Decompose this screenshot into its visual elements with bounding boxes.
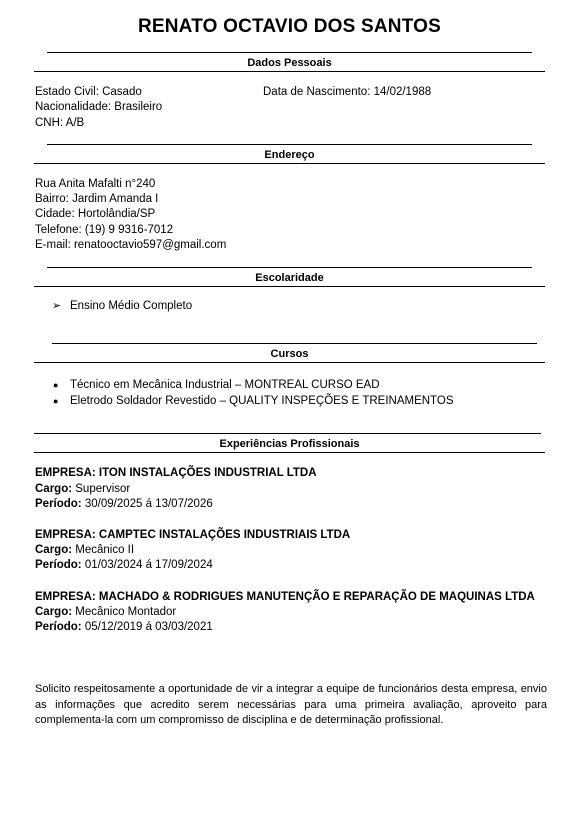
job-period: 01/03/2024 á 17/09/2024	[84, 559, 213, 571]
address-street: Rua Anita Mafalti n°240	[35, 178, 156, 190]
cargo-label: Cargo:	[35, 483, 73, 495]
birth-date: Data de Nascimento: 14/02/1988	[263, 86, 432, 98]
section-title-courses: Cursos	[270, 348, 309, 360]
job-role: Supervisor	[75, 483, 131, 495]
divider-underline	[47, 52, 532, 53]
section-rule	[34, 452, 545, 453]
course-item: Eletrodo Soldador Revestido – QUALITY INSPEÇÕES E TREINAMENTOS	[70, 395, 454, 407]
job-company: EMPRESA: MACHADO & RODRIGUES MANUTENÇÃO E REPARAÇÃO DE MAQUINAS LTDA	[35, 591, 535, 603]
section-rule	[34, 163, 545, 164]
divider-underline	[34, 433, 541, 434]
dot-bullet-icon: ●	[53, 396, 59, 406]
job-company: EMPRESA: CAMPTEC INSTALAÇÕES INDUSTRIAIS LTDA	[35, 529, 351, 541]
nationality: Nacionalidade: Brasileiro	[35, 101, 163, 113]
divider-underline	[47, 144, 532, 145]
section-title-address: Endereço	[264, 149, 315, 161]
section-rule	[34, 286, 545, 287]
marital-status: Estado Civil: Casado	[35, 86, 142, 98]
job-role: Mecânico II	[75, 544, 135, 556]
section-title-education: Escolaridade	[255, 272, 324, 284]
driver-license: CNH: A/B	[35, 117, 85, 129]
job-period: 05/12/2019 á 03/03/2021	[84, 621, 213, 633]
job-period-line	[35, 497, 213, 513]
divider-underline	[47, 267, 532, 268]
job-role-line	[35, 605, 176, 621]
job-period-line	[35, 620, 213, 636]
job-company: EMPRESA: ITON INSTALAÇÕES INDUSTRIAL LTDA	[35, 467, 317, 479]
job-period-line	[35, 558, 213, 574]
dot-bullet-icon: ●	[53, 380, 59, 390]
phone: Telefone: (19) 9 9316-7012	[35, 224, 174, 236]
job-role: Mecânico Montador	[75, 606, 177, 618]
section-rule	[34, 362, 545, 363]
job-role-line	[35, 543, 134, 559]
section-title-experience: Experiências Profissionais	[219, 438, 360, 450]
periodo-label: Período:	[35, 621, 82, 633]
education-item: Ensino Médio Completo	[70, 300, 193, 312]
address-district: Bairro: Jardim Amanda I	[35, 193, 159, 205]
job-period: 30/09/2025 á 13/07/2026	[84, 498, 213, 510]
cargo-label: Cargo:	[35, 544, 73, 556]
email: E-mail: renatooctavio597@gmail.com	[35, 239, 227, 251]
closing-paragraph: Solicito respeitosamente a oportunidade de vir a integrar a equipe de funcionários desta empresa, envio as informações que acredito serem necessárias para uma primeira avaliação, aproveito para complementa-la com um compromisso de disciplina e de determinação profissional.	[35, 683, 547, 726]
section-rule	[34, 71, 545, 72]
periodo-label: Período:	[35, 498, 82, 510]
resume-name: RENATO OCTAVIO DOS SANTOS	[137, 16, 442, 37]
course-item: Técnico em Mecânica Industrial – MONTREAL CURSO EAD	[70, 379, 380, 391]
address-city: Cidade: Hortolândia/SP	[35, 208, 156, 220]
cargo-label: Cargo:	[35, 606, 73, 618]
divider-underline	[52, 343, 537, 344]
periodo-label: Período:	[35, 559, 82, 571]
section-title-personal: Dados Pessoais	[247, 57, 332, 69]
job-role-line	[35, 482, 130, 498]
arrow-bullet-icon: ➢	[52, 300, 62, 312]
